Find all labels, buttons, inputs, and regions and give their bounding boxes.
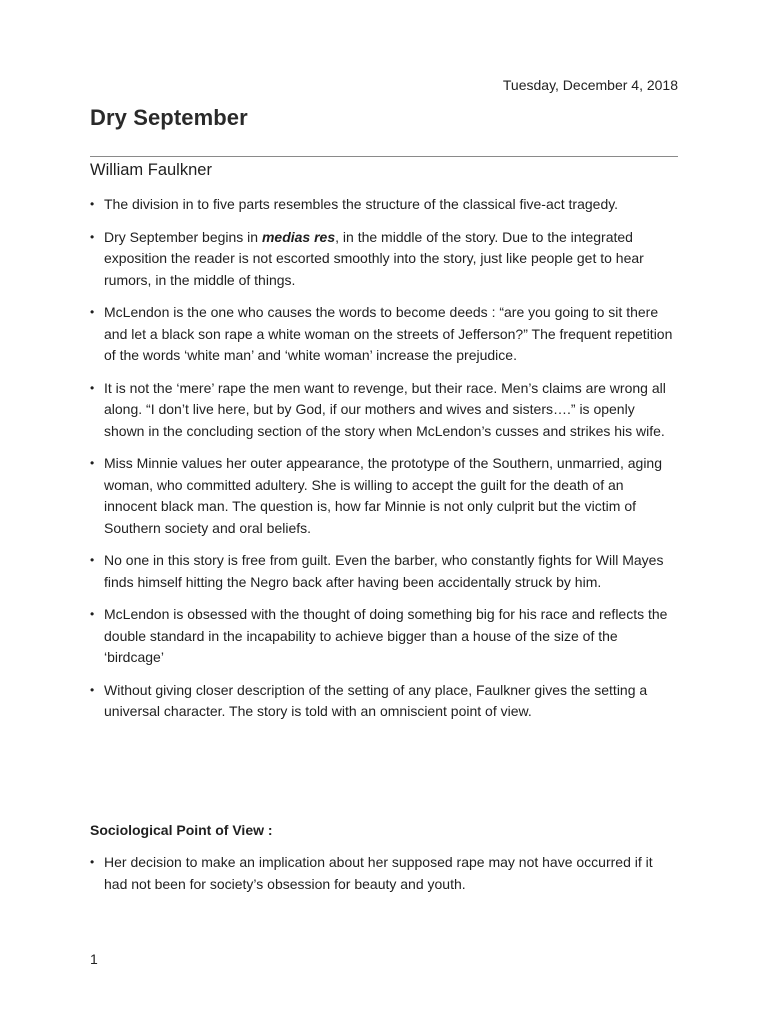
list-item-text-after: , in the middle of the story. Due to the integrated exposition the reader is not escorted smoothly into the story, just like people get to hear rumors, in the middle of things. (104, 228, 644, 288)
bullet-glyph: • (90, 855, 95, 869)
list-item-text: It is not the ‘mere’ rape the men want to revenge, but their race. Men’s claims are wrong all along. “I don’t live here, but by God, if our mothers and wives and sisters….” is openly shown in the concluding section of the story when McLendon’s cusses and strikes his wife. (104, 379, 666, 439)
list-item-text: Her decision to make an implication about her supposed rape may not have occurred if it had not been for society’s obsession for beauty and youth. (104, 854, 653, 892)
list-item (90, 680, 678, 723)
emphasis-term: medias res (261, 228, 336, 245)
page-number: 1 (90, 951, 98, 967)
list-item (90, 852, 678, 895)
bullet-glyph: • (90, 229, 95, 244)
document-title: Dry September (90, 105, 248, 130)
bullet-glyph: • (90, 305, 95, 319)
list-item (90, 378, 678, 443)
list-item (90, 604, 678, 669)
bullet-glyph: • (90, 380, 95, 395)
document-page (90, 0, 678, 1024)
document-date: Tuesday, December 4, 2018 (502, 77, 678, 93)
list-item-text: The division in to five parts resembles the structure of the classical five-act tragedy. (104, 196, 619, 212)
bullet-glyph: • (90, 197, 95, 211)
list-item-text: McLendon is the one who causes the words to become deeds : “are you going to sit there and let a black son rape a white woman on the streets of Jefferson?” The frequent repetition of the words ‘white man’ and ‘white woman’ increase the prejudice. (104, 304, 673, 363)
title-divider (90, 156, 678, 157)
sociological-heading: Sociological Point of View : (90, 822, 273, 838)
bullet-glyph: • (90, 607, 95, 621)
list-item-text: No one in this story is free from guilt. Even the barber, who constantly fights for Will Mayes finds himself hitting the Negro back after having been accidentally struck by him. (104, 552, 664, 590)
list-item-text: Without giving closer description of the setting of any place, Faulkner gives the setting a universal character. The story is told with an omniscient point of view. (104, 681, 648, 719)
bullet-glyph: • (90, 553, 95, 567)
list-item-text: McLendon is obsessed with the thought of doing something big for his race and reflects the double standard in the incapability to achieve bigger than a house of the size of the ‘birdcage’ (104, 606, 668, 665)
list-item (90, 227, 678, 292)
document-author: William Faulkner (90, 161, 212, 179)
list-item-text-before: Dry September begins in (104, 228, 262, 245)
list-item (90, 453, 678, 539)
list-item-text: Miss Minnie values her outer appearance, the prototype of the Southern, unmarried, aging woman, who committed adultery. She is willing to accept the guilt for the death of an innocent black man. The question is, how far Minnie is not only culprit but the victim of Southern society and oral beliefs. (104, 455, 662, 536)
list-item (90, 550, 678, 593)
bullet-glyph: • (90, 682, 95, 697)
sociological-list (90, 852, 678, 895)
bullet-glyph: • (90, 456, 95, 470)
list-item (90, 194, 678, 216)
list-item (90, 302, 678, 367)
analysis-notes-list (90, 194, 678, 734)
